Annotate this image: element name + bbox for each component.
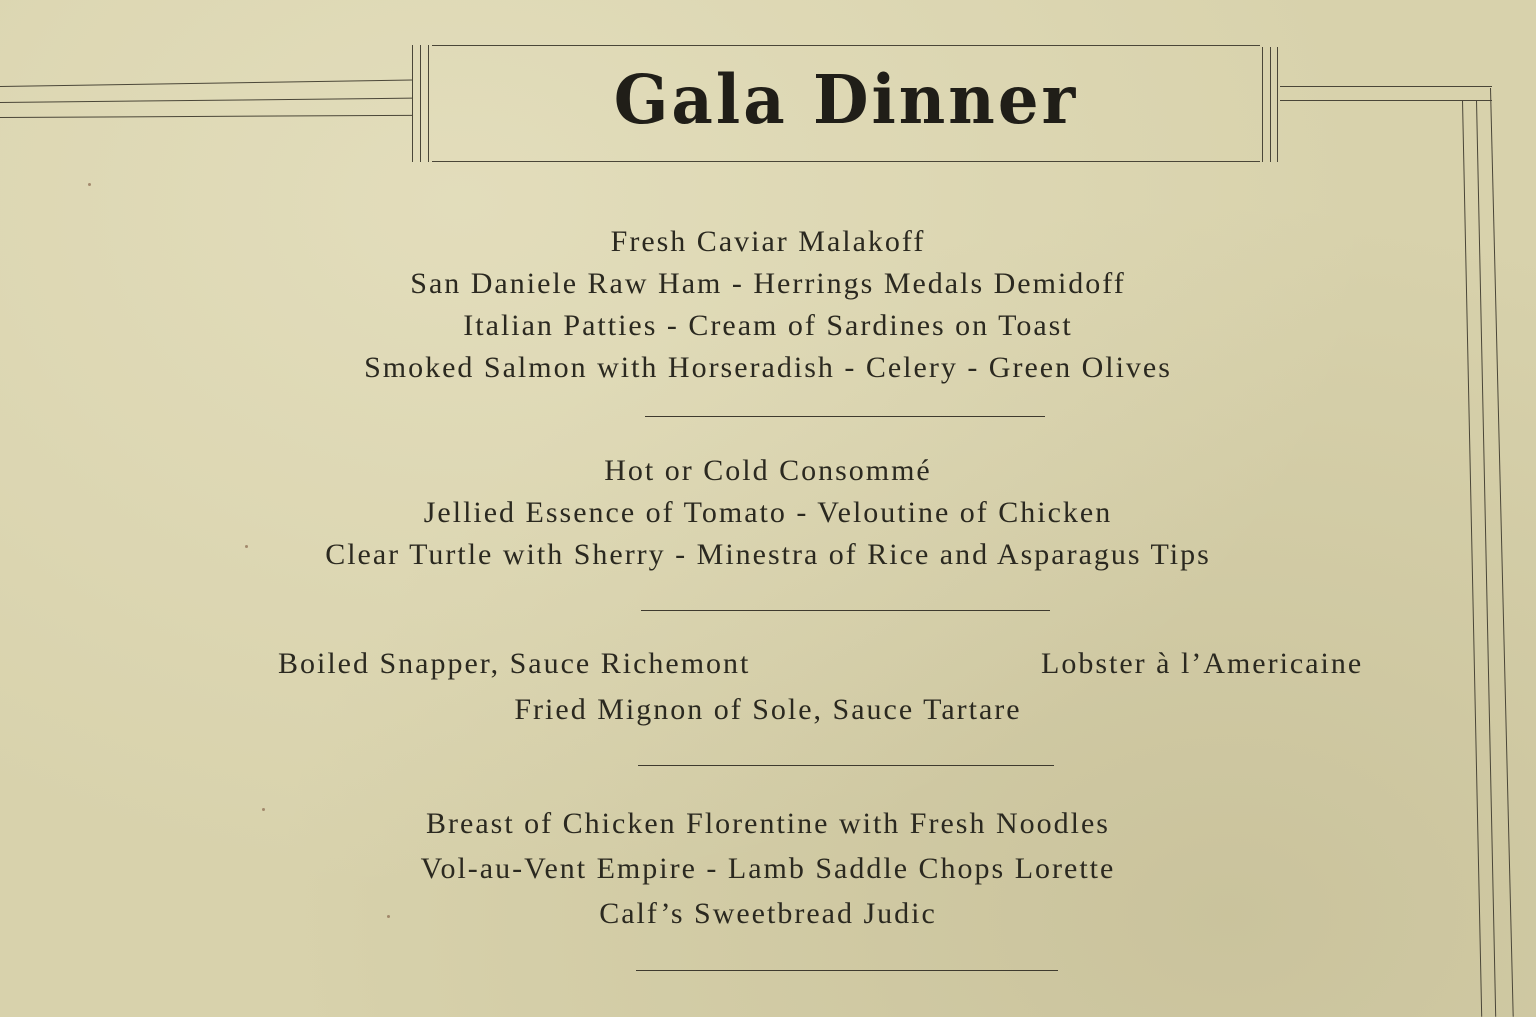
title-left-bar-1 — [412, 45, 413, 162]
title-left-bar-2 — [420, 45, 421, 162]
right-border-rule-top — [1280, 86, 1492, 87]
paper-speck — [88, 183, 91, 186]
title-right-bar-1 — [1262, 47, 1263, 162]
menu-line: Vol-au-Vent Empire - Lamb Saddle Chops Lorette — [420, 852, 1116, 885]
paper-speck — [245, 545, 248, 548]
menu-line: Hot or Cold Consommé — [604, 454, 932, 487]
menu-line: Clear Turtle with Sherry - Minestra of Rice and Asparagus Tips — [325, 538, 1211, 571]
right-border-rule-mid — [1280, 100, 1492, 101]
section-divider — [641, 610, 1050, 611]
section-soups — [0, 450, 1536, 576]
menu-line: Breast of Chicken Florentine with Fresh Noodles — [426, 807, 1110, 840]
title-right-bar-3 — [1277, 47, 1278, 162]
menu-line: San Daniele Raw Ham - Herrings Medals Demidoff — [410, 267, 1126, 300]
menu-title: Gala Dinner — [613, 61, 1079, 140]
paper-speck — [262, 808, 265, 811]
menu-line: Fresh Caviar Malakoff — [610, 225, 926, 258]
paper-speck — [387, 915, 390, 918]
menu-line: Calf’s Sweetbread Judic — [599, 897, 937, 930]
menu-line: Italian Patties - Cream of Sardines on Toast — [463, 309, 1073, 342]
section-hors-doeuvres — [0, 221, 1536, 389]
title-left-bar-3 — [428, 45, 429, 162]
section-divider — [638, 765, 1054, 766]
menu-line: Fried Mignon of Sole, Sauce Tartare — [514, 693, 1022, 726]
menu-line-left: Boiled Snapper, Sauce Richemont — [278, 647, 751, 680]
menu-line-right: Lobster à l’Americaine — [1041, 647, 1364, 680]
menu-line: Jellied Essence of Tomato - Veloutine of Chicken — [423, 496, 1113, 529]
title-box — [432, 45, 1260, 162]
section-fish — [0, 689, 1536, 731]
menu-line: Smoked Salmon with Horseradish - Celery - Green Olives — [364, 351, 1172, 384]
section-divider — [645, 416, 1045, 417]
section-entrees — [0, 803, 1536, 935]
title-right-bar-2 — [1270, 47, 1271, 162]
section-divider — [636, 970, 1058, 971]
